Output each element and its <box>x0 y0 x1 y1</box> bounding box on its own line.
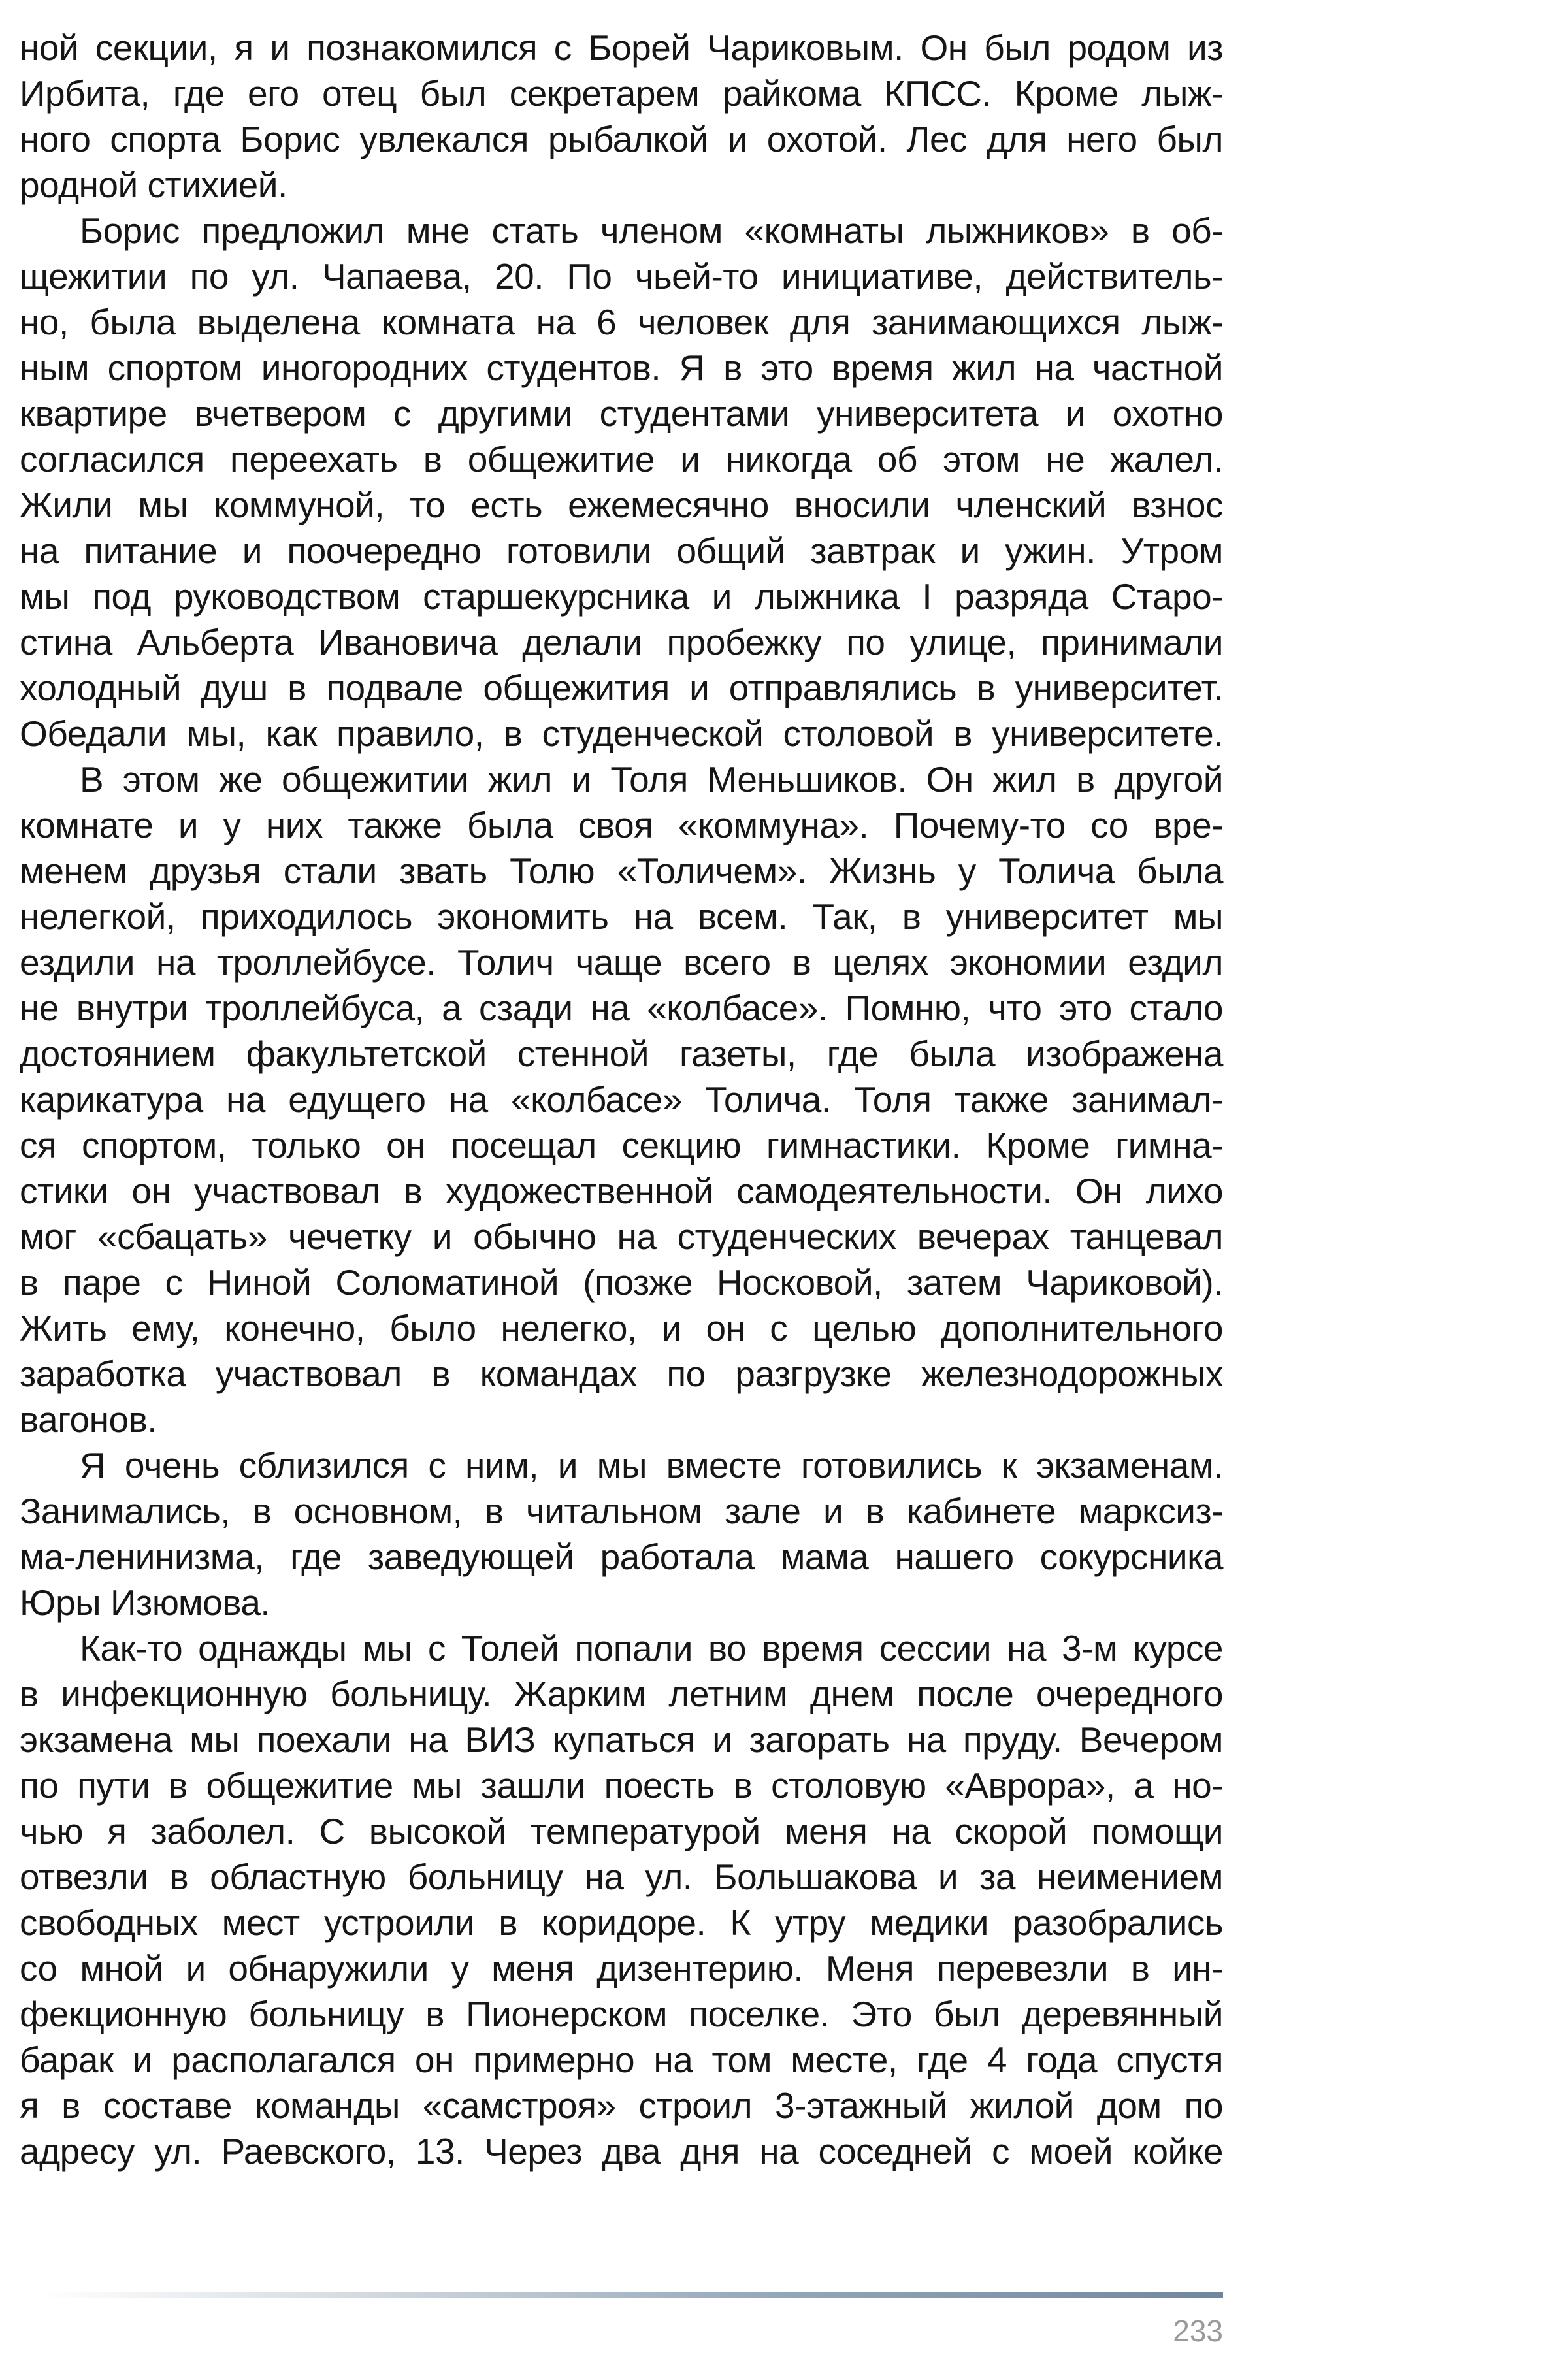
text-line: заработка участвовал в командах по разгрузке железнодорожных <box>20 1354 1223 1394</box>
text-line: комнате и у них также была своя «коммуна». Почему-то со вре- <box>20 805 1223 845</box>
text-line: В этом же общежитии жил и Толя Меньшиков. Он жил в другой <box>80 759 1223 800</box>
text-line: ма-ленинизма, где заведующей работала мама нашего сокурсника <box>20 1537 1223 1577</box>
text-line: ным спортом иногородних студентов. Я в это время жил на частной <box>20 348 1223 388</box>
text-line: стина Альберта Ивановича делали пробежку по улице, принимали <box>20 622 1223 662</box>
text-line: Я очень сблизился с ним, и мы вместе готовились к экзаменам. <box>80 1445 1223 1486</box>
text-line: Обедали мы, как правило, в студенческой столовой в университете. <box>20 713 1223 754</box>
text-line: Жили мы коммуной, то есть ежемесячно вносили членский взнос <box>20 485 1223 525</box>
text-line: Ирбита, где его отец был секретарем райкома КПСС. Кроме лыж- <box>20 73 1223 114</box>
text-line: нелегкой, приходилось экономить на всем. Так, в университет мы <box>20 896 1223 937</box>
text-line: Борис предложил мне стать членом «комнаты лыжников» в об- <box>80 210 1223 251</box>
text-line: по пути в общежитие мы зашли поесть в столовую «Аврора», а но- <box>20 1765 1223 1806</box>
text-line: мы под руководством старшекурсника и лыжника I разряда Старо- <box>20 576 1223 617</box>
text-line: холодный душ в подвале общежития и отправлялись в университет. <box>20 668 1223 708</box>
paragraph-4 <box>20 1442 1223 1625</box>
text-line: в паре с Ниной Соломатиной (позже Носковой, затем Чариковой). <box>20 1262 1223 1303</box>
text-line: ной секции, я и познакомился с Борей Чариковым. Он был родом из <box>20 27 1223 68</box>
text-line: Юры Изюмова. <box>20 1582 270 1623</box>
text-line: я в составе команды «самстроя» строил 3-этажный жилой дом по <box>20 2085 1223 2126</box>
text-line: мог «сбацать» чечетку и обычно на студенческих вечерах танцевал <box>20 1216 1223 1257</box>
text-line: свободных мест устроили в коридоре. К утру медики разобрались <box>20 1902 1223 1943</box>
text-line: родной стихией. <box>20 165 287 205</box>
text-line: менем друзья стали звать Толю «Толичем». Жизнь у Толича была <box>20 851 1223 891</box>
text-line: чью я заболел. С высокой температурой меня на скорой помощи <box>20 1811 1223 1851</box>
text-line: щежитии по ул. Чапаева, 20. По чьей-то инициативе, действитель- <box>20 256 1223 297</box>
text-line: квартире вчетвером с другими студентами университета и охотно <box>20 393 1223 434</box>
text-line: ездили на троллейбусе. Толич чаще всего в целях экономии ездил <box>20 942 1223 983</box>
text-line: отвезли в областную больницу на ул. Большакова и за неимением <box>20 1857 1223 1897</box>
text-line: со мной и обнаружили у меня дизентерию. Меня перевезли в ин- <box>20 1948 1223 1989</box>
text-line: вагонов. <box>20 1399 157 1440</box>
text-line: Жить ему, конечно, было нелегко, и он с целью дополнительного <box>20 1308 1223 1348</box>
text-line: на питание и поочередно готовили общий завтрак и ужин. Утром <box>20 530 1223 571</box>
text-line: стики он участвовал в художественной самодеятельности. Он лихо <box>20 1171 1223 1211</box>
text-line: фекционную больницу в Пионерском поселке. Это был деревянный <box>20 1994 1223 2034</box>
text-line: Как-то однажды мы с Толей попали во время сессии на 3-м курсе <box>80 1628 1223 1668</box>
text-line: достоянием факультетской стенной газеты, где была изображена <box>20 1033 1223 1074</box>
text-line: карикатура на едущего на «колбасе» Толича. Толя также занимал- <box>20 1079 1223 1120</box>
text-line: согласился переехать в общежитие и никогда об этом не жалел. <box>20 439 1223 480</box>
paragraph-5 <box>20 1625 1223 2174</box>
paragraph-2 <box>20 208 1223 757</box>
text-line: барак и располагался он примерно на том месте, где 4 года спустя <box>20 2040 1223 2080</box>
text-line: ся спортом, только он посещал секцию гимнастики. Кроме гимна- <box>20 1125 1223 1165</box>
text-line: экзамена мы поехали на ВИЗ купаться и загорать на пруду. Вечером <box>20 1719 1223 1760</box>
text-line: не внутри троллейбуса, а сзади на «колбасе». Помню, что это стало <box>20 988 1223 1028</box>
footer-rule <box>39 2292 1223 2298</box>
text-line: но, была выделена комната на 6 человек для занимающихся лыж- <box>20 302 1223 342</box>
paragraph-1 <box>20 25 1223 208</box>
text-line: адресу ул. Раевского, 13. Через два дня на соседней с моей койке <box>20 2131 1223 2172</box>
text-line: в инфекционную больницу. Жарким летним днем после очередного <box>20 1674 1223 1714</box>
paragraph-3 <box>20 757 1223 1442</box>
page-body <box>20 25 1223 2174</box>
page-number: 233 <box>1173 2314 1223 2348</box>
text-line: Занимались, в основном, в читальном зале и в кабинете марксиз- <box>20 1491 1223 1531</box>
text-line: ного спорта Борис увлекался рыбалкой и охотой. Лес для него был <box>20 119 1223 159</box>
